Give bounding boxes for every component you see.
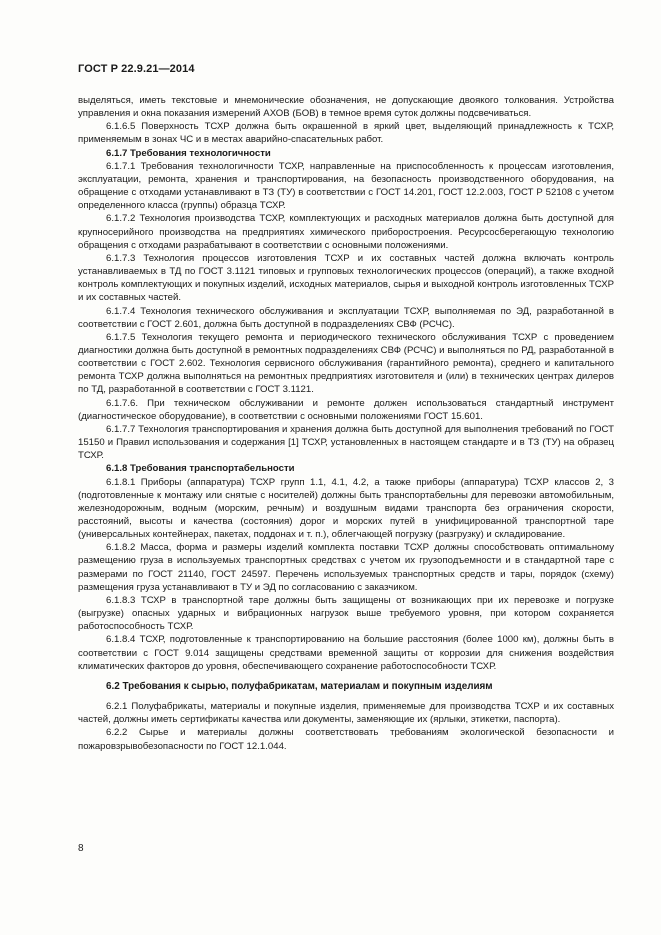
section-heading: 6.2 Требования к сырью, полуфабрикатам, материалам и покупным изделиям <box>106 680 493 692</box>
paragraph-continuation: выделяться, иметь текстовые и мнемонические обозначения, не допускающие двоякого толкования. Устройства управления и окна показания измерений АХОВ (БОВ) в темное время суток должны подсвечиваться. <box>78 95 614 120</box>
standard-header: ГОСТ Р 22.9.21—2014 <box>78 63 195 75</box>
document-body <box>78 94 614 753</box>
paragraph: 6.1.6.5 Поверхность ТСХР должна быть окрашенной в яркий цвет, выделяющий принадлежность к ТСХР, применяемым в зонах ЧС и в местах аварийно-спасательных работ. <box>78 121 614 146</box>
paragraph: 6.1.8.2 Масса, форма и размеры изделий комплекта поставки ТСХР должны способствовать оптимальному размещению груза в используемых транспортных средствах с учетом их грузоподъемности и в стандартной таре с размерами по ГОСТ 21140, ГОСТ 24597. Перечень используемых транспортных средств и тары, порядок (схему) размещения груза устанавливают в ТУ и ЭД по согласованию с заказчиком. <box>78 542 614 593</box>
paragraph: 6.1.7.2 Технология производства ТСХР, комплектующих и расходных материалов должна быть доступной для крупносерийного производства на предприятиях химического приборостроения. Ресурсосберегающую технологию обращения с отходами разрабатывают в соответствии с основными положениями. <box>78 213 614 251</box>
paragraph: 6.1.7.7 Технология транспортирования и хранения должна быть доступной для выполнения требований по ГОСТ 15150 и Правил использования и содержания [1] ТСХР, установленных в настоящем стандарте и в ТЗ (ТУ) на образец ТСХР. <box>78 423 614 462</box>
paragraph: 6.1.7.4 Технология технического обслуживания и эксплуатации ТСХР, выполняемая по ЭД, разработанной в соответствии с ГОСТ 2.601, должна быть доступной в подразделениях СВФ (РСЧС). <box>78 305 614 330</box>
paragraph: 6.1.8.3 ТСХР в транспортной таре должны быть защищены от возникающих при их перевозке и погрузке (выгрузке) опасных ударных и вибрационных нагрузок выше требуемого уровня, при котором сохраняется работоспособность ТСХР. <box>78 594 614 633</box>
paragraph: 6.2.2 Сырье и материалы должны соответствовать требованиям экологической безопасности и пожаровзрывобезопасности по ГОСТ 12.1.044. <box>78 727 614 752</box>
paragraph: 6.1.7.3 Технология процессов изготовления ТСХР и их составных частей должна включать контроль устанавливаемых в ТД по ГОСТ 3.1121 типовых и групповых технологических процессов (операций), а также входной контроль комплектующих и покупных изделий, исходных материалов, сырья и выходной контроль изготовленных ТСХР и их составных частей. <box>78 252 614 304</box>
page-number: 8 <box>78 843 84 854</box>
paragraph: 6.1.7.6. При техническом обслуживании и ремонте должен использоваться стандартный инструмент (диагностическое оборудование), в соответствии с основными положениями ГОСТ 15.601. <box>78 397 614 422</box>
subsection-heading: 6.1.8 Требования транспортабельности <box>106 463 295 475</box>
paragraph: 6.1.7.5 Технология текущего ремонта и периодического технического обслуживания ТСХР с проведением диагностики должна быть доступной в ремонтных подразделениях СВФ (РСЧС) и выполняться по РД, разработанной в соответствии с ГОСТ 2.602. Технология сервисного обслуживания (гарантийного ремонта), среднего и капитального ремонта ТСХР должна выполняться на ремонтных предприятиях изготовителя и (или) в технических центрах дилеров по ТД, разработанной в соответствии с ГОСТ 3.1121. <box>78 331 614 396</box>
paragraph: 6.1.7.1 Требования технологичности ТСХР, направленные на приспособленность к процессам изготовления, эксплуатации, ремонта, хранения и транспортирования, на безопасность производственного оборудования, на обращение с отходами устанавливают в ТЗ (ТУ) в соответствии с ГОСТ 14.201, ГОСТ 12.2.003, ГОСТ Р 52108 с учетом определенного класса (группы) образца ТСХР. <box>78 160 614 212</box>
paragraph: 6.2.1 Полуфабрикаты, материалы и покупные изделия, применяемые для производства ТСХР и их составных частей, должны иметь сертификаты качества или документы, заменяющие их (ярлыки, этикетки, паспорта). <box>78 701 614 726</box>
paragraph: 6.1.8.1 Приборы (аппаратура) ТСХР групп 1.1, 4.1, 4.2, а также приборы (аппаратура) ТСХР классов 2, 3 (подготовленные к монтажу или снятые с носителей) должны быть транспортабельны для перевозки автомобильным, железнодорожным, водным (морским, речным) и воздушным видами транспорта без ограничения скорости, расстояний, высоты и качества (состояния) дорог и морских путей в унифицированной транспортной таре (универсальных контейнерах, пакетах, поддонах и т. п.), облегчающей погрузку (разгрузку) и складирование. <box>78 476 614 541</box>
paragraph: 6.1.8.4 ТСХР, подготовленные к транспортированию на большие расстояния (более 1000 км), должны быть в соответствии с ГОСТ 9.014 защищены средствами временной защиты от коррозии для снижения воздействия климатических факторов до уровня, обеспечивающего сохранение работоспособности ТСХР. <box>78 634 614 672</box>
subsection-heading: 6.1.7 Требования технологичности <box>106 147 271 159</box>
